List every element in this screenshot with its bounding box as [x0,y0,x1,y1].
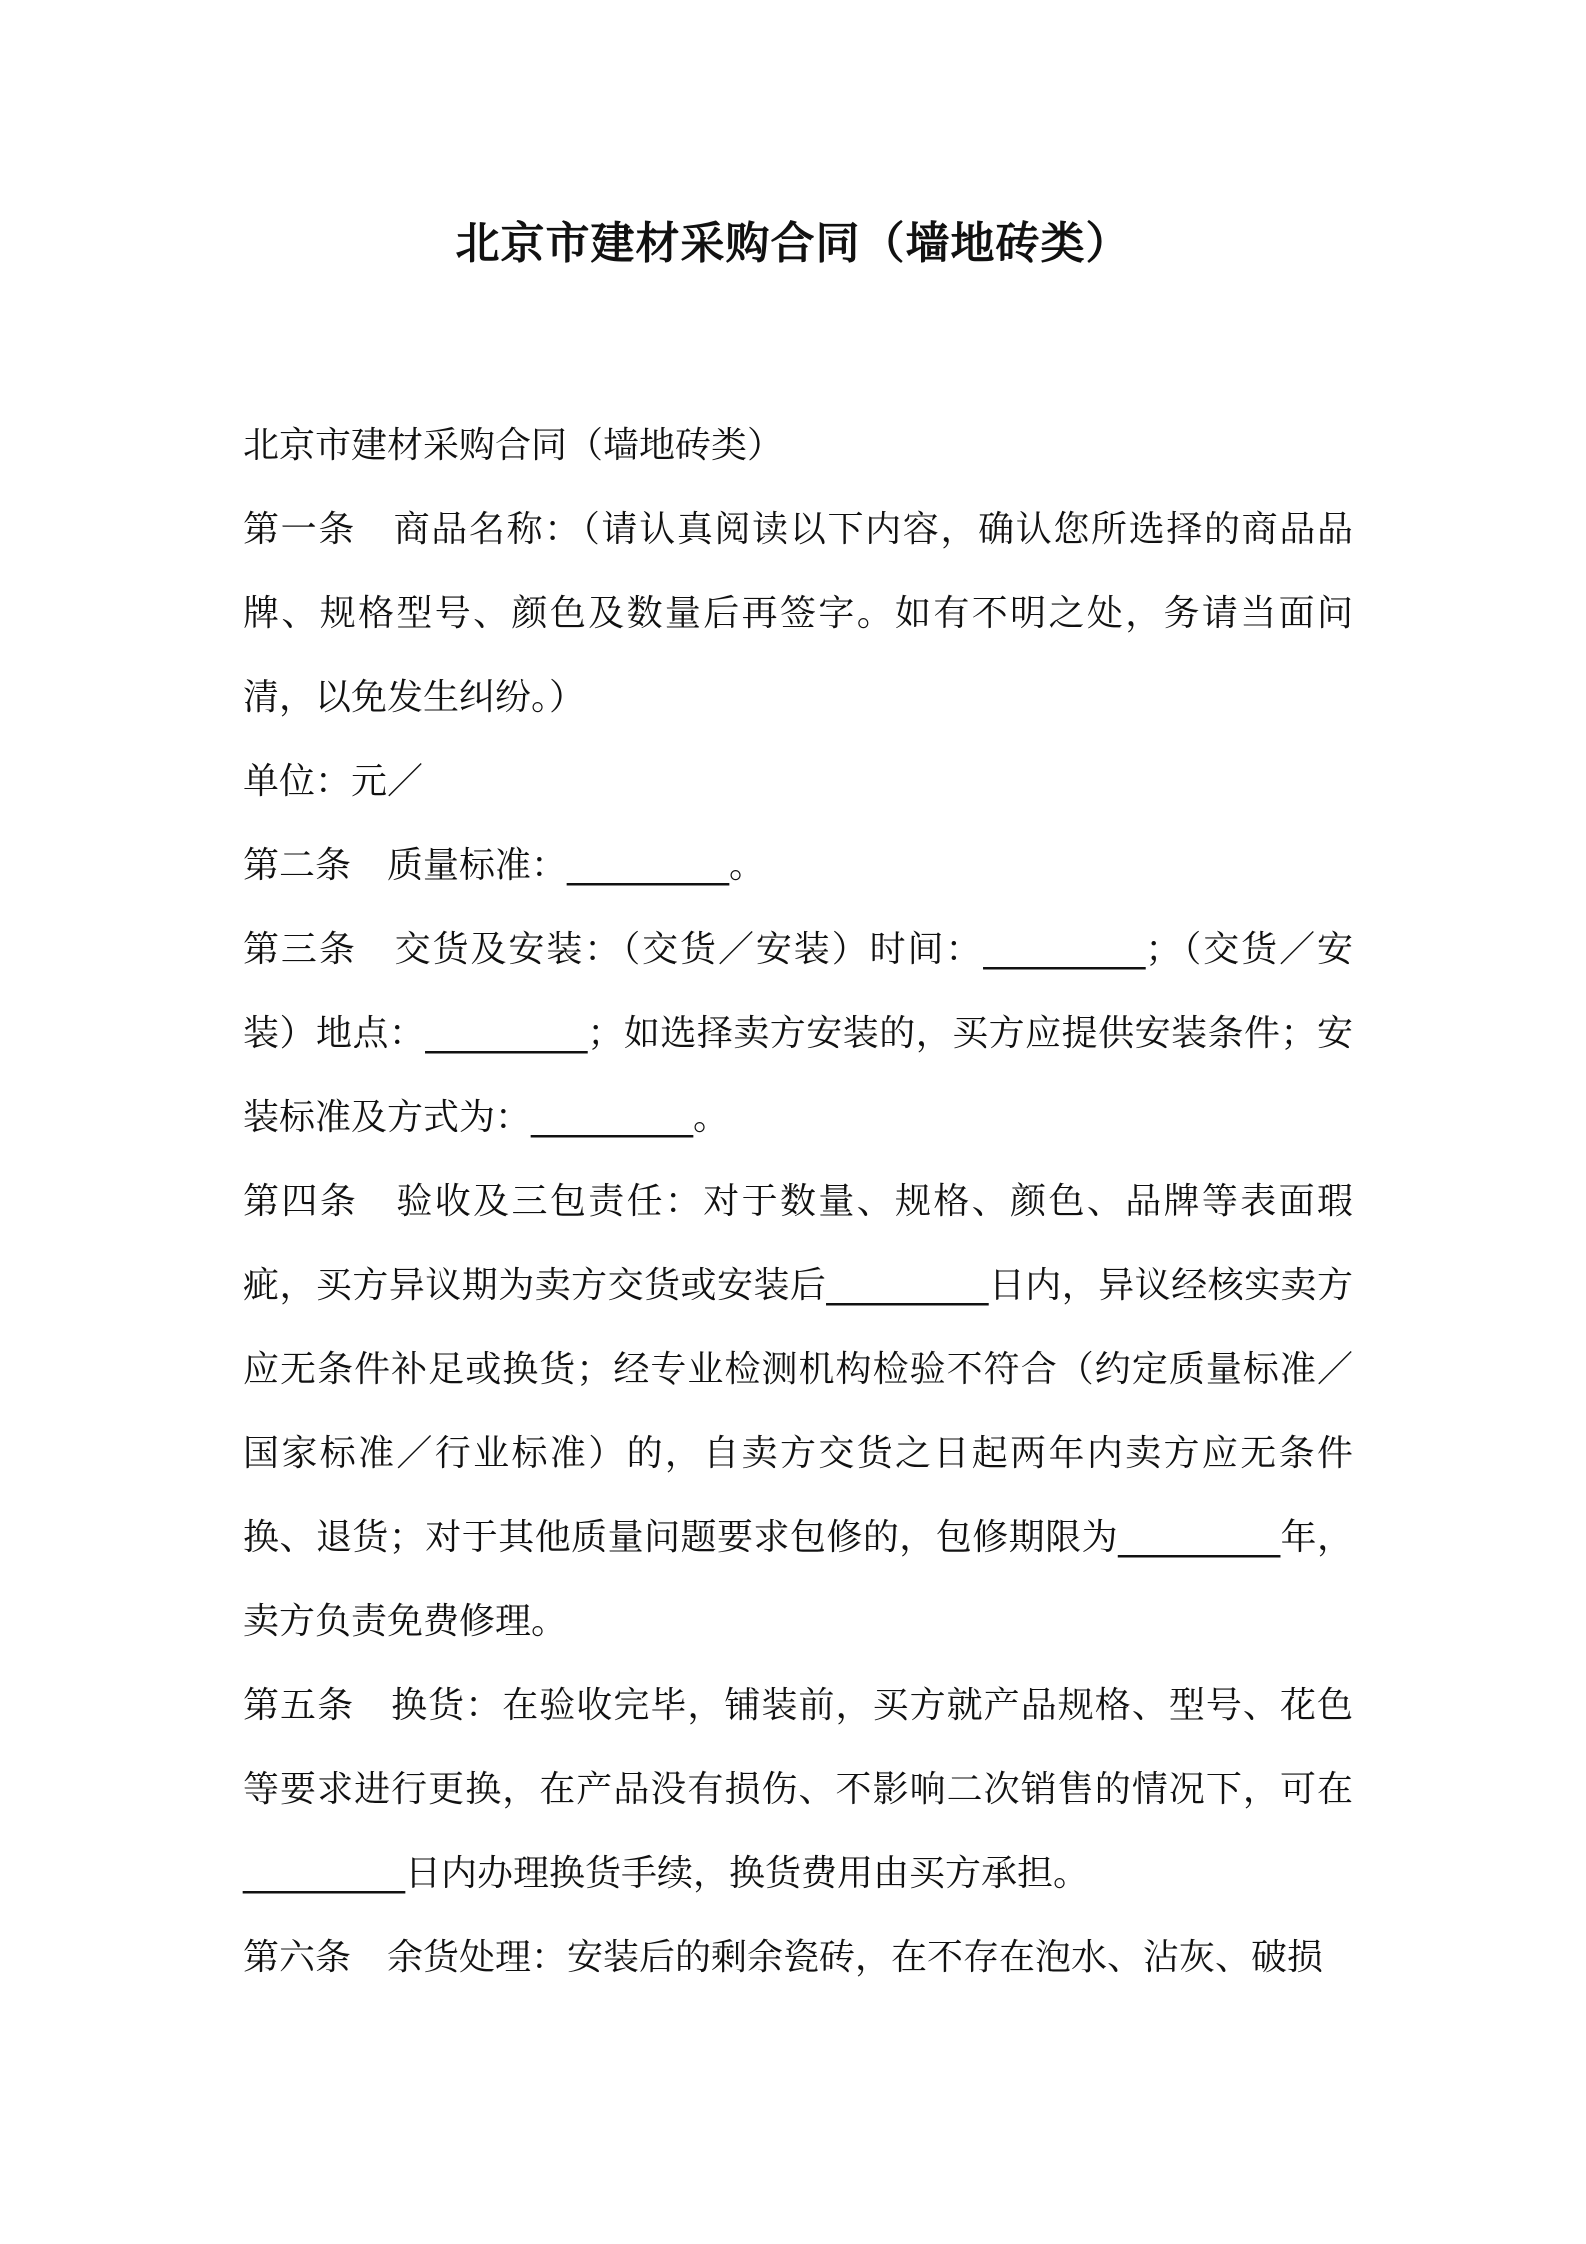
document-title: 北京市建材采购合同（墙地砖类） [455,218,1131,269]
article-5-paragraph: 第五条 换货：在验收完毕，铺装前，买方就产品规格、型号、花色等要求进行更换，在产品没有损伤、不影响二次销售的情况下，可在_________日内办理换货手续，换货费用由买方承担。 [243,1685,1353,1894]
article-1-paragraph: 第一条 商品名称：（请认真阅读以下内容，确认您所选择的商品品牌、规格型号、颜色及数量后再签字。如有不明之处，务请当面问清，以免发生纠纷。） [243,509,1353,718]
article-2-paragraph: 第二条 质量标准：_________。 [243,845,766,886]
article-3-paragraph: 第三条 交货及安装：（交货／安装）时间：_________；（交货／安装）地点：_________；如选择卖方安装的，买方应提供安装条件；安装标准及方式为：_________。 [243,929,1353,1138]
article-6-paragraph: 第六条 余货处理：安装后的剩余瓷砖，在不存在泡水、沾灰、破损 [243,1937,1324,1978]
subtitle-paragraph: 北京市建材采购合同（墙地砖类） [243,425,784,466]
document-body [243,404,1353,2000]
unit-paragraph: 单位：元／ [243,761,424,802]
article-4-paragraph: 第四条 验收及三包责任：对于数量、规格、颜色、品牌等表面瑕疵，买方异议期为卖方交货或安装后_________日内，异议经核实卖方应无条件补足或换货；经专业检测机构检验不符合（约定质量标准／国家标准／行业标准）的，自卖方交货之日起两年内卖方应无条件换、退货；对于其他质量问题要求包修的，包修期限为_________年，卖方负责免费修理。 [243,1181,1353,1642]
